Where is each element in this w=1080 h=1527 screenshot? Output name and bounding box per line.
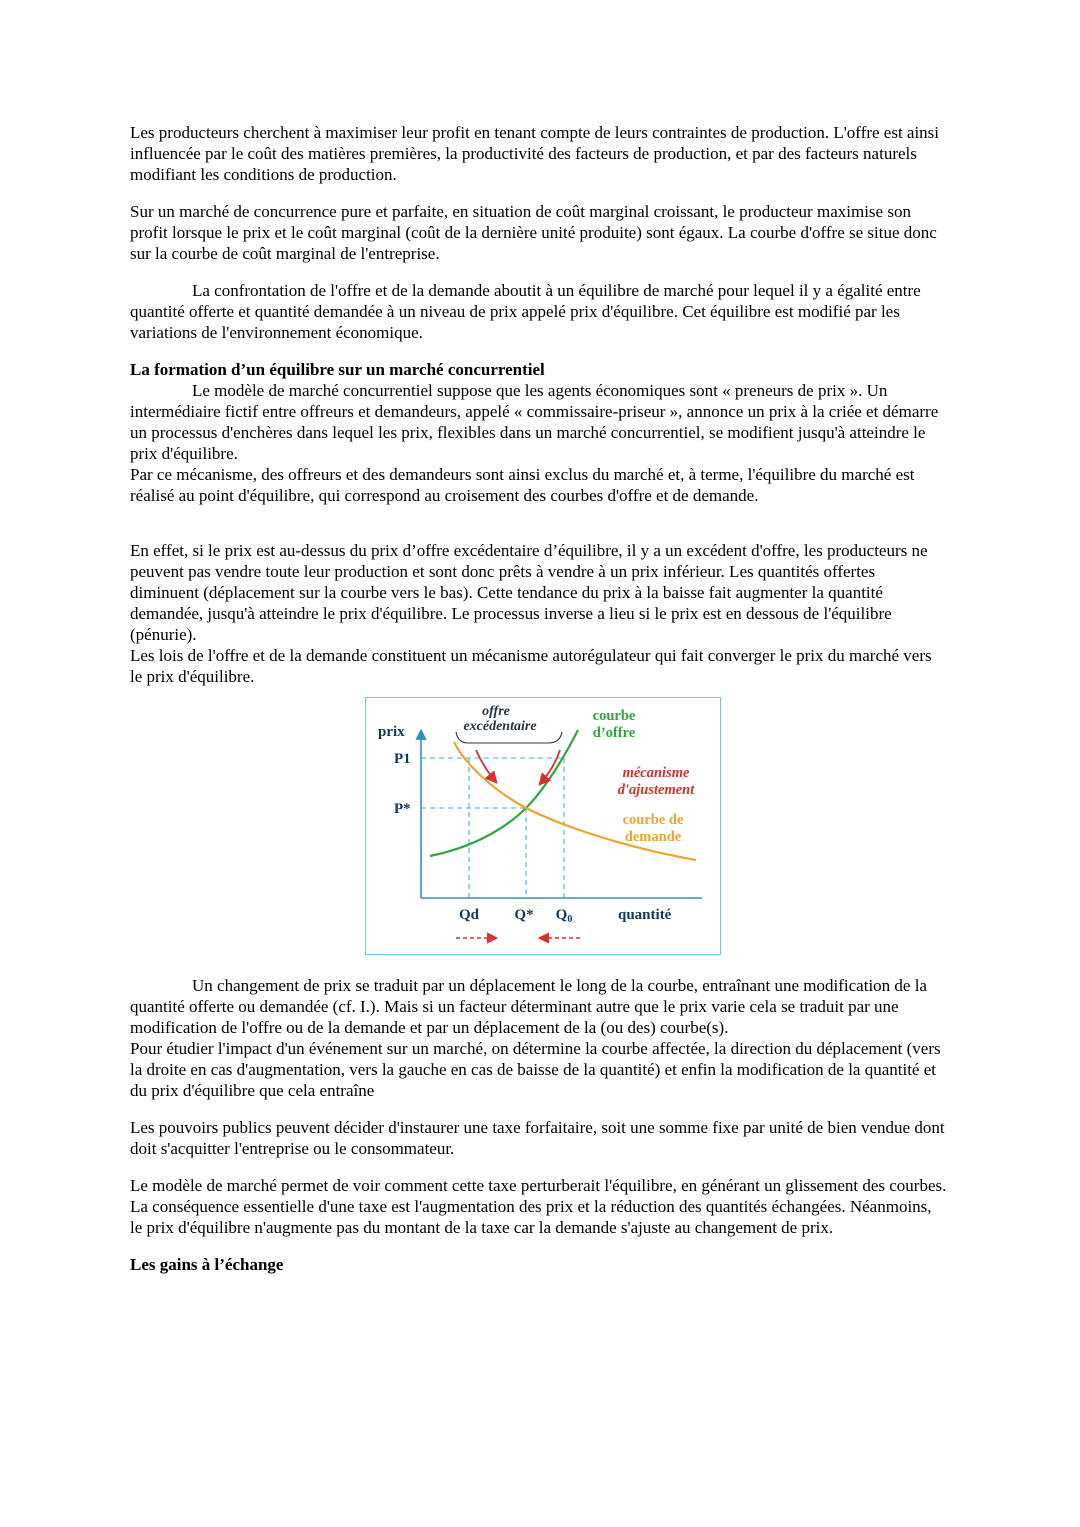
supply-curve-label-line1: courbe: [592, 708, 636, 724]
qd-quantity-label: Qd: [458, 907, 480, 923]
paragraph-lump-sum-tax: Les pouvoirs publics peuvent décider d'instaurer une taxe forfaitaire, soit une somme fixe par unité de bien vendue dont doit s'acquitter l'entreprise ou le consommateur.: [130, 1118, 945, 1158]
paragraph-mechanism-exclusion: Par ce mécanisme, des offreurs et des demandeurs sont ainsi exclus du marché et, à terme, l'équilibre du marché est réalisé au point d'équilibre, qui correspond au croisement des courbes d'offre et de demande.: [130, 465, 915, 505]
paragraph-producers-profit: Les producteurs cherchent à maximiser leur profit en tenant compte de leurs contraintes de production. L'offre est ainsi influencée par le coût des matières premières, la productivité des facteurs de production, et par des facteurs naturels modifiant les conditions de production.: [130, 123, 940, 184]
demand-curve-label-line2: demande: [624, 829, 682, 845]
paragraph-perfect-competition: Sur un marché de concurrence pure et parfaite, en situation de coût marginal croissant, le producteur maximise son profit lorsque le prix et le coût marginal (coût de la dernière unité produite) sont égaux. La courbe d'offre se situe donc sur la courbe de coût marginal de l'entreprise.: [130, 202, 937, 263]
adjustment-mechanism-label-line1: mécanisme: [622, 765, 690, 781]
heading-market-equilibrium-formation: La formation d’un équilibre sur un marché concurrentiel: [130, 360, 545, 379]
p1-price-label: P1: [394, 751, 411, 767]
demand-curve-label-line1: courbe de: [622, 812, 684, 828]
price-axis-label: prix: [378, 724, 405, 740]
heading-gains-from-trade: Les gains à l’échange: [130, 1255, 284, 1274]
paragraph-self-regulating-mechanism: Les lois de l'offre et de la demande constituent un mécanisme autorégulateur qui fait converger le prix du marché vers le prix d'équilibre.: [130, 646, 932, 686]
paragraph-price-change-movement: Un changement de prix se traduit par un déplacement le long de la courbe, entraînant une modification de la quantité offerte ou demandée (cf. I.). Mais si un facteur déterminant autre que le prix varie cela se traduit par une modification de l'offre ou de la demande et par un déplacement de la (ou des) courbe(s).: [130, 976, 927, 1037]
excess-supply-label-line1: offre: [482, 704, 510, 719]
q0-base: Q: [555, 907, 568, 923]
excess-supply-label-line2: excédentaire: [463, 719, 537, 734]
q0-quantity-label: [556, 907, 573, 925]
supply-curve-label-line2: d’offre: [592, 725, 636, 741]
paragraph-excess-supply: En effet, si le prix est au-dessus du prix d’offre excédentaire d’équilibre, il y a un excédent d'offre, les producteurs ne peuvent pas vendre toute leur production et sont donc prêts à vendre à un prix inférieur. Les quantités offertes diminuent (déplacement sur la courbe vers le bas). Cette tendance du prix à la baisse fait augmenter la quantité demandée, jusqu'à atteindre le prix d'équilibre. Le processus inverse a lieu si le prix est en dessous de l'équilibre (pénurie).: [130, 541, 928, 644]
supply-curve: [430, 730, 578, 856]
quantity-axis-label: quantité: [618, 907, 672, 923]
paragraph-price-takers: Le modèle de marché concurrentiel suppose que les agents économiques sont « preneurs de prix ». Un intermédiaire fictif entre offreurs et demandeurs, appelé « commissaire-priseur », annonce un prix à la criée et démarre un processus d'enchères dans lequel les prix, flexibles dans un marché concurrentiel, se modifient jusqu'à atteindre le prix d'équilibre.: [130, 381, 939, 463]
qstar-quantity-label: Q*: [514, 907, 534, 923]
adjustment-arrow-left-icon: [476, 750, 496, 782]
supply-demand-chart: [366, 698, 720, 954]
paragraph-tax-effect-on-equilibrium: Le modèle de marché permet de voir comment cette taxe perturberait l'équilibre, en générant un glissement des courbes. La conséquence essentielle d'une taxe est l'augmentation des prix et la réduction des quantités échangées. Néanmoins, le prix d'équilibre n'augmente pas du montant de la taxe car la demande s'ajuste au changement de prix.: [130, 1176, 947, 1237]
paragraph-confrontation-equilibrium: La confrontation de l'offre et de la demande aboutit à un équilibre de marché pour lequel il y a égalité entre quantité offerte et quantité demandée à un niveau de prix appelé prix d'équilibre. Cet équilibre est modifié par les variations de l'environnement économique.: [130, 281, 921, 342]
paragraph-event-impact-study: Pour étudier l'impact d'un événement sur un marché, on détermine la courbe affectée, la direction du déplacement (vers la droite en cas d'augmentation, vers la gauche en cas de baisse de la quantité) et enfin la modification de la quantité et du prix d'équilibre que cela entraîne: [130, 1039, 941, 1100]
adjustment-mechanism-label-line2: d'ajustement: [617, 782, 695, 798]
pstar-price-label: P*: [394, 801, 411, 817]
supply-demand-figure: [365, 697, 721, 955]
q0-subscript: 0: [567, 914, 573, 925]
